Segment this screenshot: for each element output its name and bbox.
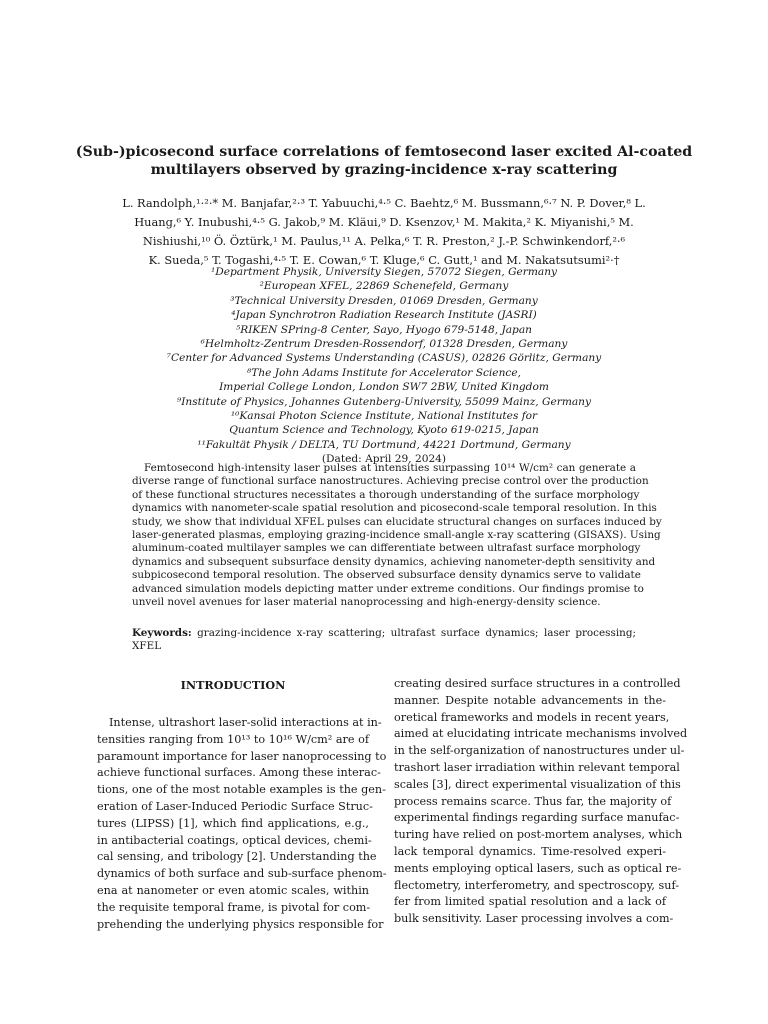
body-line: creating desired surface structures in a controlled (394, 677, 681, 690)
body-column-right (394, 676, 688, 928)
section-heading: INTRODUCTION (180, 678, 286, 692)
body-line: Intense, ultrashort laser-solid interactions at in- (109, 716, 382, 729)
affiliation: ¹Department Physik, University Siegen, 57072 Siegen, Germany (210, 266, 558, 278)
author-list (90, 194, 678, 270)
body-line: oretical frameworks and models in recent years, (394, 710, 670, 724)
body-line: experimental findings regarding surface manufac- (394, 811, 680, 825)
affiliation: ⁵RIKEN SPring-8 Center, Sayo, Hyogo 679-5148, Japan (236, 323, 532, 336)
abstract-line: dynamics with nanometer-scale spatial resolution and picosecond-scale temporal resolution. In this (132, 502, 657, 515)
body-line: tions, one of the most notable examples is the gen- (97, 783, 386, 797)
abstract-line: of these functional structures necessitates a thorough understanding of the surface morphology (132, 488, 640, 501)
author-line: Nishiushi,¹⁰ Ö. Öztürk,¹ M. Paulus,¹¹ A. Pelka,⁶ T. R. Preston,² J.-P. Schwinkendorf,²·⁶ (142, 234, 626, 248)
keywords-label: Keywords: (132, 627, 192, 639)
abstract-line: advanced simulation models depicting matter under extreme conditions. Our findings promise to (132, 582, 644, 595)
abstract-line: laser-generated plasmas, employing grazing-incidence small-angle x-ray scattering (GISAXS). Using (132, 529, 661, 542)
paper-title (60, 143, 708, 179)
keywords-text: XFEL (132, 640, 162, 653)
body-line: fer from limited spatial resolution and a lack of (394, 895, 666, 909)
body-line: aimed at elucidating intricate mechanisms involved (394, 727, 688, 741)
body-line: tures (LIPSS) [1], which find applications, e.g., (97, 816, 369, 830)
author-line: L. Randolph,¹·²·* M. Banjafar,²·³ T. Yabuuchi,⁴·⁵ C. Baehtz,⁶ M. Bussmann,⁶·⁷ N. P. Dover,⁸ L. (122, 196, 646, 210)
affiliation: ⁶Helmholtz-Zentrum Dresden-Rossendorf, 01328 Dresden, Germany (200, 338, 568, 351)
body-line: scales [3], direct experimental visualization of this (394, 777, 681, 791)
keywords-text: grazing-incidence x-ray scattering; ultrafast surface dynamics; laser processing; (191, 627, 636, 639)
author-line: K. Sueda,⁵ T. Togashi,⁴·⁵ T. E. Cowan,⁶ T. Kluge,⁶ C. Gutt,¹ and M. Nakatsutsumi²·† (148, 253, 620, 267)
affiliation: ³Technical University Dresden, 01069 Dresden, Germany (230, 294, 538, 307)
affiliation: ⁹Institute of Physics, Johannes Gutenberg-University, 55099 Mainz, Germany (176, 395, 591, 408)
body-line: in the self-organization of nanostructures under ul- (394, 744, 685, 758)
abstract (132, 462, 662, 609)
body-line: in antibacterial coatings, optical devices, chemi- (97, 833, 372, 847)
body-line: trashort laser irradiation within relevant temporal (394, 760, 680, 774)
body-line: tensities ranging from 10¹³ to 10¹⁶ W/cm² are of (97, 732, 369, 746)
abstract-line: aluminum-coated multilayer samples we can differentiate between ultrafast surface morphology (132, 542, 641, 555)
abstract-line: unveil novel avenues for laser material nanoprocessing and high-energy-density science. (132, 596, 601, 609)
affiliation-list (90, 265, 678, 467)
affiliation: ¹⁰Kansai Photon Science Institute, National Institutes for (230, 410, 538, 423)
body-line: turing have relied on post-mortem analyses, which (394, 828, 683, 842)
abstract-line: dynamics and subsequent subsurface density dynamics, achieving nanometer-depth sensitivity and (132, 555, 656, 568)
body-line: prehending the underlying physics responsible for (97, 917, 384, 931)
abstract-line: Femtosecond high-intensity laser pulses at intensities surpassing 10¹⁴ W/cm² can generate a (144, 462, 636, 474)
body-line: achieve functional surfaces. Among these interac- (97, 766, 381, 780)
body-line: lack temporal dynamics. Time-resolved experi- (394, 844, 666, 858)
title-line: multilayers observed by grazing-incidence x-ray scattering (150, 162, 618, 178)
abstract-line: study, we show that individual XFEL pulses can elucidate structural changes on surfaces induced by (132, 515, 662, 528)
body-line: bulk sensitivity. Laser processing involves a com- (394, 912, 674, 926)
author-line: Huang,⁶ Y. Inubushi,⁴·⁵ G. Jakob,⁹ M. Kläui,⁹ D. Ksenzov,¹ M. Makita,² K. Miyanishi,⁵ M. (134, 215, 634, 229)
date-line: (Dated: April 29, 2024) (321, 453, 447, 466)
body-line: eration of Laser-Induced Periodic Surface Struc- (97, 799, 373, 813)
body-line: cal sensing, and tribology [2]. Understanding the (97, 850, 377, 864)
body-line: process remains scarce. Thus far, the majority of (394, 794, 672, 808)
affiliation: ⁸The John Adams Institute for Accelerator Science, (247, 366, 521, 379)
affiliation: Imperial College London, London SW7 2BW, United Kingdom (219, 381, 549, 394)
body-line: ena at nanometer or even atomic scales, within (97, 883, 369, 897)
affiliation: ¹¹Fakultät Physik / DELTA, TU Dortmund, 44221 Dortmund, Germany (197, 438, 571, 451)
body-line: the requisite temporal frame, is pivotal for com- (97, 900, 371, 914)
body-column-left (97, 715, 387, 933)
affiliation: ⁴Japan Synchrotron Radiation Research Institute (JASRI) (231, 309, 537, 322)
title-line: (Sub-)picosecond surface correlations of femtosecond laser excited Al-coated (75, 144, 693, 160)
affiliation: ⁷Center for Advanced Systems Understanding (CASUS), 02826 Görlitz, Germany (166, 352, 602, 365)
body-line: dynamics of both surface and sub-surface phenom- (97, 867, 387, 881)
body-line: paramount importance for laser nanoprocessing to (97, 749, 387, 763)
body-line: ments employing optical lasers, such as optical re- (394, 861, 682, 875)
affiliation: ²European XFEL, 22869 Schenefeld, Germany (259, 280, 509, 293)
affiliation: Quantum Science and Technology, Kyoto 619-0215, Japan (229, 424, 539, 437)
body-line: manner. Despite notable advancements in the- (394, 693, 666, 707)
keywords (132, 627, 636, 654)
abstract-line: subpicosecond temporal resolution. The observed subsurface density dynamics serve to validate (132, 569, 641, 582)
abstract-line: diverse range of functional surface nanostructures. Achieving precise control over the production (132, 475, 649, 488)
body-line: flectometry, interferometry, and spectroscopy, suf- (394, 878, 679, 892)
